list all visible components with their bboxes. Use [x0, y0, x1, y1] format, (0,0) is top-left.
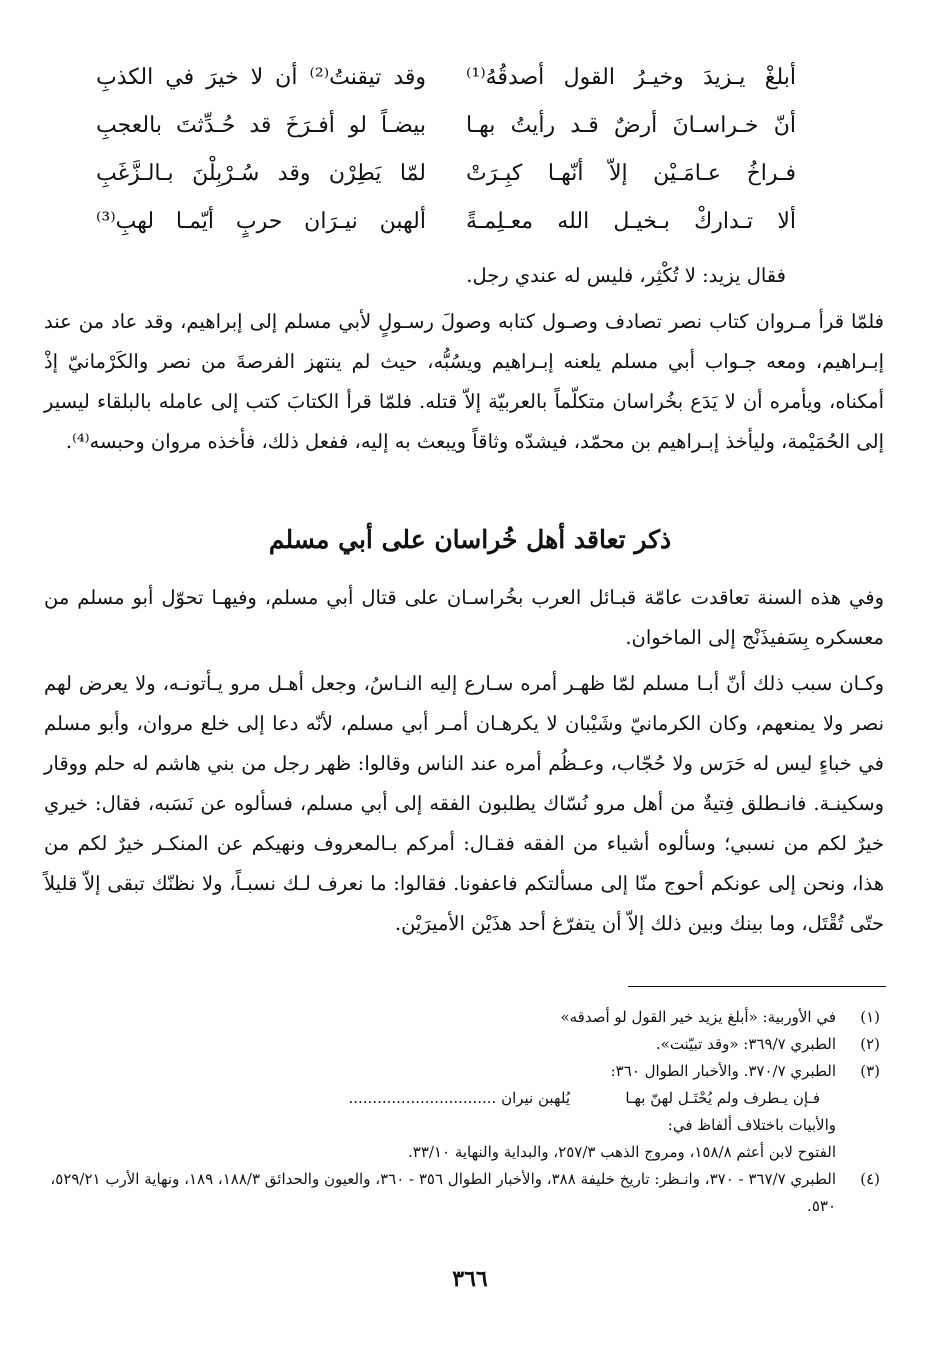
yazid-reply-line: فقال يزيد: لا تُكْثِر، فليس له عندي رجل. [466, 264, 786, 287]
footnote-divider [628, 986, 886, 987]
footnote-3-verse [44, 1085, 880, 1112]
body-paragraph-alliance: وفي هذه السنة تعاقدت عامّة قبـائل العرب بخُراسـان على قتال أبي مسلم، وفيهـا تحوّل أبو مسلم من معسكره بِسَفيذَنْج إلى الماخوان. [44, 586, 884, 649]
footnote-3-variants: والأبيات باختلاف ألفاظ في: [667, 1116, 836, 1134]
footnote-verse-right: فـإن يـطرف ولم يُحْتَـل لهنّ بهـا [625, 1089, 820, 1107]
footnote-2 [44, 1031, 880, 1058]
page-number: ٣٦٦ [452, 1266, 488, 1292]
footnote-text: الطبري ٣٦٩/٧: «وقد تبيّنت». [655, 1035, 836, 1053]
poem-verses [96, 54, 796, 246]
footnote-text: الطبري ٣٧٠/٧. والأخبار الطوال ٣٦٠: [610, 1062, 836, 1080]
body-paragraph-marwan-letter: فلمّا قرأ مـروان كتاب نصر تصادف وصـول كتابه وصولَ رسـولٍ لأبي مسلم إلى إبراهيم، وقد عاد من عند إبـراهيم، ومعه جـواب أبي مسلم يلعنه إبـراهيم ويسُبُّه، حيث لم ينتهز الفرصةَ من نصر والكَرْمانيّ إذْ أمكناه، ويأمره أن لا يَدَع بخُراسان متكلّماً بالعربيّة إلاّ قتله. فلمّا قرأ الكتابَ كتب إلى عامله بالبلقاء ليسير إلى الحُمَيْمة، وليأخذ إبـراهيم بن محمّد، فيشدّه وثاقاً ويبعث به إليه، ففعل ذلك، فأخذه مروان وحبسه⁽⁴⁾. [44, 310, 884, 453]
verse-line [96, 54, 796, 102]
verse-right-hemistich: فـراخُ عـامَـيْن إلاّ أنّهـا كبِـرَتْ [466, 161, 796, 186]
body-paragraph-cause: وكـان سبب ذلك أنّ أبـا مسلم لمّا ظهـر أمره سـارع إليه النـاسُ، وجعل أهـل مرو يـأتونـه، ولا يعرض لهم نصر ولا يمنعهم، وكان الكرمانيّ وشَيْبان لا يكرهـان أمـر أبي مسلم، لأنّه دعا إلى خلع مروان، وأبو مسلم في خباءٍ ليس له حَرَس ولا حُجّاب، وعـظُم أمره عند الناس وقالوا: ظهر رجل من بني هاشم له حلم ووقار وسكينـة. فانـطلق فِتيةٌ من أهل مرو نُسّاك يطلبون الفقه إلى أبي مسلم، فسألوه عن نَسَبه، فقال: خيري خيرٌ لكم من نسبي؛ وسألوه أشياء من الفقه فقـال: أمركم بـالمعروف ونهيكم عن المنكـر خيرٌ لكم من هذا، ونحن إلى عونكم أحوج منّا إلى مسألتكم فاعفونا. فقالوا: ما نعرف لـك نسبـاً، ولا نظنّك تبقى إلاّ قليلاً حتّى تُقْتَل، وما بينك وبين ذلك إلاّ أن يتفرّغ أحد هذَيْن الأميرَيْن. [44, 672, 884, 935]
footnote-3-sources: الفتوح لابن أعثم ١٥٨/٨، ومروج الذهب ٢٥٧/٣، والبداية والنهاية ٣٣/١٠. [407, 1143, 836, 1161]
footnote-text: الطبري ٣٦٧/٧ - ٣٧٠، وانـظر: تاريخ خليفة ٣٨٨، والأخبار الطوال ٣٥٦ - ٣٦٠، والعيون والحدائق ١٨٨/٣، ١٨٩، ونهاية الأرب ٥٢٩/٢١، ٥٣٠. [50, 1170, 836, 1215]
verse-line [96, 198, 796, 246]
footnotes-section [44, 1004, 880, 1220]
verse-right-hemistich: أبلغْ يـزيدَ وخيـرُ القول أصدقُهُ⁽¹⁾ [466, 65, 796, 90]
footnote-number: (٤) [860, 1170, 880, 1188]
footnote-4 [44, 1166, 880, 1220]
verse-left-hemistich: لمّا يَطِرْن وقد سُـرْبِلْنَ بـالـزَّغَبِ [96, 161, 426, 186]
verse-left-hemistich: وقد تيقنتُ⁽²⁾ أن لا خيرَ في الكذبِ [96, 65, 427, 90]
footnote-number: (٣) [860, 1062, 880, 1080]
verse-left-hemistich: ألهبن نيـرَان حربٍ أيّمـا لهبِ⁽³⁾ [96, 209, 426, 234]
verse-left-hemistich: بيضـاً لو أفـرَخَ قد حُـدِّثتَ بالعجبِ [96, 113, 426, 138]
verse-line [96, 102, 796, 150]
footnote-text: في الأوربية: «أبلغ يزيد خير القول لو أصدقه» [560, 1008, 836, 1026]
footnote-1 [44, 1004, 880, 1031]
footnote-verse-left: يُلهبن نيران ............................... [348, 1089, 570, 1107]
section-heading: ذكر تعاقد أهل خُراسان على أبي مسلم [268, 525, 672, 554]
verse-line [96, 150, 796, 198]
verse-right-hemistich: أنّ خـراسـانَ أرضٌ قـد رأيتُ بهـا [466, 113, 796, 138]
footnote-number: (٢) [860, 1035, 880, 1053]
footnote-3 [44, 1058, 880, 1085]
verse-right-hemistich: ألا تـداركْ بـخيـل الله معـلِمـةً [466, 209, 796, 234]
footnote-number: (١) [860, 1008, 880, 1026]
